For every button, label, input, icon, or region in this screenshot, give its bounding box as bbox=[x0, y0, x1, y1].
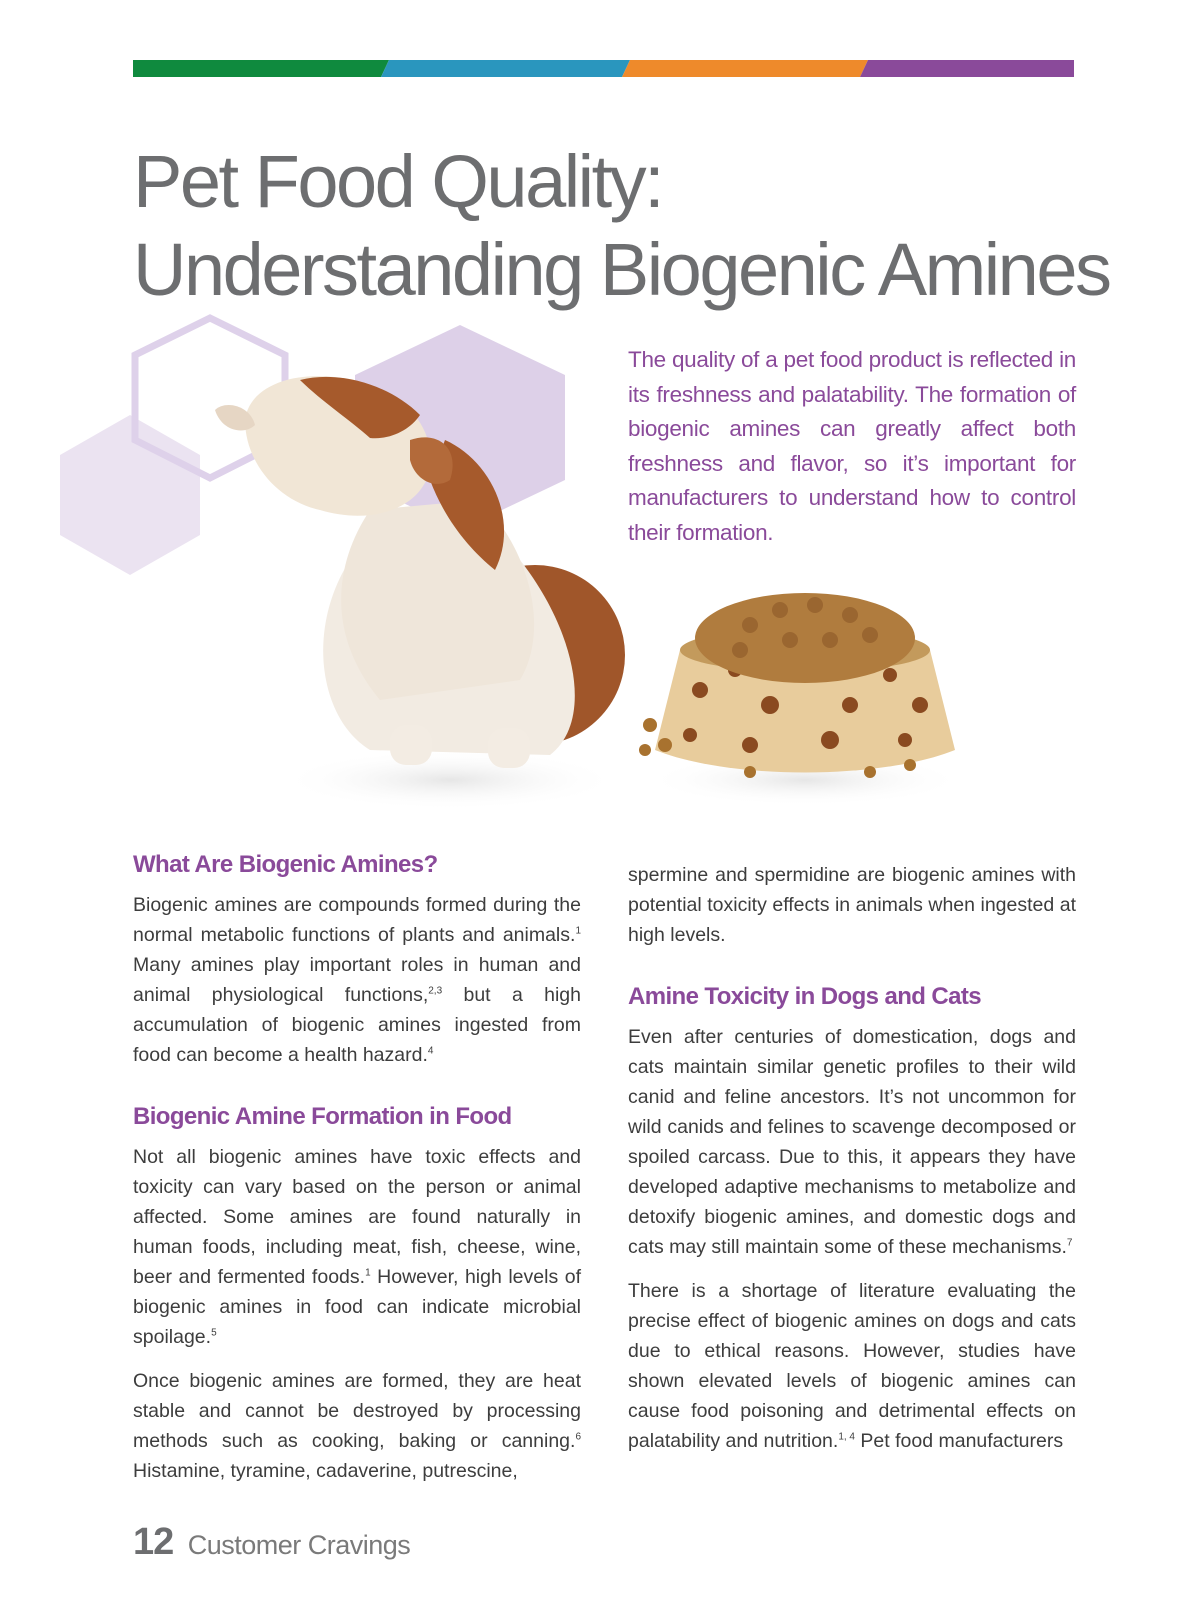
page-footer bbox=[133, 1521, 410, 1567]
left-column bbox=[133, 850, 581, 1486]
paragraph-toxicity-1: Even after centuries of domestication, dogs and cats maintain similar genetic profiles to their wild canid and feline ancestors. It’s not uncommon for wild canids and felines to scavenge decomposed or spoiled carcass. Due to this, it appears they have developed adaptive mechanisms to metabolize and detoxify biogenic amines, and domestic dogs and cats may still maintain some of these mechanisms.$^7$ bbox=[628, 1026, 1076, 1258]
title-line-2: Understanding Biogenic Amines bbox=[133, 228, 1110, 311]
publication-name: Customer Cravings bbox=[187, 1530, 411, 1560]
paragraph-formation-2-continued: spermine and spermidine are biogenic amines with potential toxicity effects in animals when ingested at high levels. bbox=[628, 864, 1076, 946]
right-column bbox=[628, 860, 1076, 1456]
section-heading-toxicity: Amine Toxicity in Dogs and Cats bbox=[628, 983, 982, 1010]
stripe-green bbox=[133, 60, 389, 77]
stripe-purple bbox=[860, 60, 1074, 77]
paragraph-formation-1: Not all biogenic amines have toxic effects and toxicity can vary based on the person or animal affected. Some amines are found naturally in human foods, including meat, fish, cheese, wine, beer and fermented foods.$^1$ However, high levels of biogenic amines in food can indicate microbial spoilage.$^5$ bbox=[133, 1146, 581, 1348]
page-title bbox=[133, 138, 1110, 314]
hexagon-filled-icon bbox=[60, 415, 200, 575]
stripe-orange bbox=[622, 60, 868, 77]
section-heading-what: What Are Biogenic Amines? bbox=[133, 851, 438, 878]
color-stripe-bar bbox=[133, 60, 1074, 77]
section-heading-formation: Biogenic Amine Formation in Food bbox=[133, 1103, 512, 1130]
paragraph-what-1: Biogenic amines are compounds formed during the normal metabolic functions of plants and animals.$^1$ Many amines play important roles in human and animal physiological functions,$^{2,3}$ but a high accumulation of biogenic amines ingested from food can become a health hazard.$^4$ bbox=[133, 894, 581, 1066]
food-bowl-image bbox=[639, 593, 955, 778]
paragraph-formation-2: Once biogenic amines are formed, they are heat stable and cannot be destroyed by processing methods such as cooking, baking or canning.$^6$ Histamine, tyramine, cadaverine, putrescine, bbox=[133, 1370, 581, 1482]
page-number: 12 bbox=[133, 1521, 174, 1563]
intro-text: The quality of a pet food product is reflected in its freshness and palatability. The formation of biogenic amines can greatly affect both freshness and flavor, so it’s important for manufacturers to understand how to control their formation. bbox=[628, 347, 1076, 545]
title-line-1: Pet Food Quality: bbox=[133, 140, 663, 223]
stripe-blue bbox=[381, 60, 630, 77]
paragraph-toxicity-2: There is a shortage of literature evaluating the precise effect of biogenic amines on dogs and cats due to ethical reasons. However, studies have shown elevated levels of biogenic amines can cause food poisoning and detrimental effects on palatability and nutrition.$^{1, 4}$ Pet food manufacturers bbox=[628, 1280, 1076, 1452]
